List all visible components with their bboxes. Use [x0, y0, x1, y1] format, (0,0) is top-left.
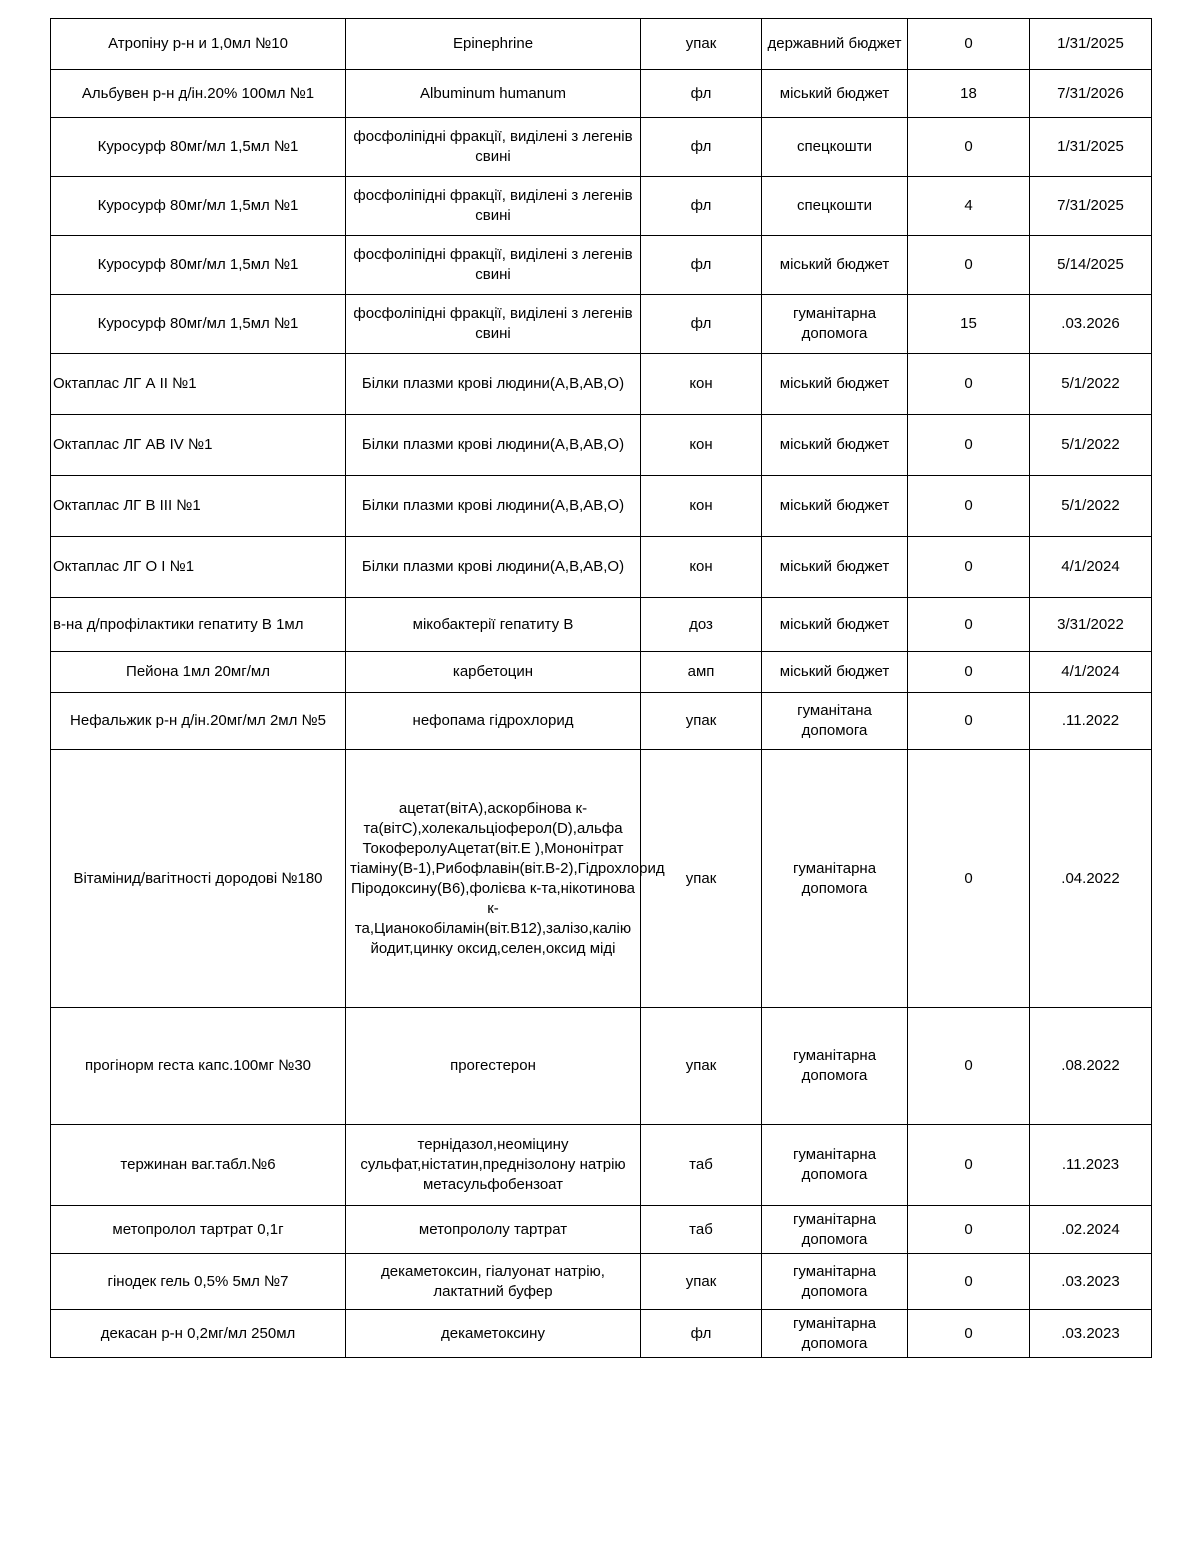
- expiry-date-cell: .03.2026: [1030, 295, 1152, 354]
- unit-cell: амп: [641, 652, 762, 693]
- funding-source-cell: міський бюджет: [762, 652, 908, 693]
- unit-cell: кон: [641, 476, 762, 537]
- quantity-cell: 0: [908, 118, 1030, 177]
- table-row: [51, 118, 1152, 177]
- expiry-date-cell: .02.2024: [1030, 1206, 1152, 1254]
- table-row: [51, 652, 1152, 693]
- unit-cell: упак: [641, 1008, 762, 1125]
- drug-name-cell: Атропіну р-н и 1,0мл №10: [51, 19, 346, 70]
- table-row: [51, 693, 1152, 750]
- unit-cell: фл: [641, 295, 762, 354]
- active-substance-cell: тернідазол,неоміцину сульфат,ністатин,преднізолону натрію метасульфобензоат: [346, 1125, 641, 1206]
- active-substance-cell: ацетат(вітА),аскорбінова к-та(вітС),холекальціоферол(D),альфа ТокоферолуАцетат(віт.Е ),Мононітрат тіаміну(В-1),Рибофлавін(віт.В-2),Гідрохлорид Піродоксину(В6),фолієва к-та,нікотинова к-та,Цианокобіламін(віт.В12),залізо,калію йодит,цинку оксид,селен,оксид міді: [346, 750, 641, 1008]
- unit-cell: упак: [641, 750, 762, 1008]
- expiry-date-cell: 4/1/2024: [1030, 652, 1152, 693]
- table-row: [51, 1310, 1152, 1358]
- active-substance-cell: декаметоксину: [346, 1310, 641, 1358]
- unit-cell: кон: [641, 354, 762, 415]
- active-substance-cell: нефопама гідрохлорид: [346, 693, 641, 750]
- expiry-date-cell: 4/1/2024: [1030, 537, 1152, 598]
- drug-name-cell: Нефальжик р-н д/ін.20мг/мл 2мл №5: [51, 693, 346, 750]
- drug-name-cell: Октаплас ЛГ В ІІІ №1: [51, 476, 346, 537]
- table-row: [51, 1254, 1152, 1310]
- active-substance-cell: декаметоксин, гіалуонат натрію, лактатний буфер: [346, 1254, 641, 1310]
- active-substance-cell: метопрололу тартрат: [346, 1206, 641, 1254]
- quantity-cell: 0: [908, 1206, 1030, 1254]
- expiry-date-cell: 5/1/2022: [1030, 354, 1152, 415]
- table-row: [51, 476, 1152, 537]
- expiry-date-cell: 5/1/2022: [1030, 415, 1152, 476]
- quantity-cell: 0: [908, 652, 1030, 693]
- quantity-cell: 0: [908, 1008, 1030, 1125]
- drug-name-cell: Куросурф 80мг/мл 1,5мл №1: [51, 177, 346, 236]
- funding-source-cell: державний бюджет: [762, 19, 908, 70]
- drug-name-cell: Куросурф 80мг/мл 1,5мл №1: [51, 236, 346, 295]
- drug-name-cell: Альбувен р-н д/ін.20% 100мл №1: [51, 70, 346, 118]
- active-substance-cell: прогестерон: [346, 1008, 641, 1125]
- table-row: [51, 1008, 1152, 1125]
- drug-name-cell: метопролол тартрат 0,1г: [51, 1206, 346, 1254]
- funding-source-cell: міський бюджет: [762, 476, 908, 537]
- expiry-date-cell: .04.2022: [1030, 750, 1152, 1008]
- quantity-cell: 0: [908, 415, 1030, 476]
- table-row: [51, 1206, 1152, 1254]
- funding-source-cell: міський бюджет: [762, 236, 908, 295]
- quantity-cell: 0: [908, 693, 1030, 750]
- quantity-cell: 0: [908, 1310, 1030, 1358]
- active-substance-cell: мікобактерії гепатиту В: [346, 598, 641, 652]
- table-row: [51, 295, 1152, 354]
- table-row: [51, 354, 1152, 415]
- active-substance-cell: фосфоліпідні фракції, виділені з легенів свині: [346, 118, 641, 177]
- table-row: [51, 537, 1152, 598]
- funding-source-cell: міський бюджет: [762, 70, 908, 118]
- unit-cell: фл: [641, 70, 762, 118]
- quantity-cell: 0: [908, 750, 1030, 1008]
- expiry-date-cell: 5/14/2025: [1030, 236, 1152, 295]
- drug-name-cell: декасан р-н 0,2мг/мл 250мл: [51, 1310, 346, 1358]
- quantity-cell: 0: [908, 354, 1030, 415]
- expiry-date-cell: 7/31/2026: [1030, 70, 1152, 118]
- unit-cell: фл: [641, 1310, 762, 1358]
- table-row: [51, 177, 1152, 236]
- table-row: [51, 236, 1152, 295]
- active-substance-cell: фосфоліпідні фракції, виділені з легенів свині: [346, 236, 641, 295]
- funding-source-cell: міський бюджет: [762, 415, 908, 476]
- active-substance-cell: фосфоліпідні фракції, виділені з легенів свині: [346, 177, 641, 236]
- unit-cell: фл: [641, 118, 762, 177]
- drug-name-cell: тержинан ваг.табл.№6: [51, 1125, 346, 1206]
- funding-source-cell: гуманітана допомога: [762, 693, 908, 750]
- unit-cell: таб: [641, 1125, 762, 1206]
- quantity-cell: 0: [908, 19, 1030, 70]
- drug-name-cell: Октаплас ЛГ А ІІ №1: [51, 354, 346, 415]
- expiry-date-cell: .11.2022: [1030, 693, 1152, 750]
- drug-name-cell: гінодек гель 0,5% 5мл №7: [51, 1254, 346, 1310]
- unit-cell: кон: [641, 415, 762, 476]
- unit-cell: упак: [641, 1254, 762, 1310]
- funding-source-cell: міський бюджет: [762, 537, 908, 598]
- unit-cell: упак: [641, 19, 762, 70]
- expiry-date-cell: .03.2023: [1030, 1254, 1152, 1310]
- table-row: [51, 750, 1152, 1008]
- table-row: [51, 598, 1152, 652]
- expiry-date-cell: 5/1/2022: [1030, 476, 1152, 537]
- active-substance-cell: Білки плазми крові людини(А,В,АВ,О): [346, 415, 641, 476]
- funding-source-cell: міський бюджет: [762, 354, 908, 415]
- drug-name-cell: Куросурф 80мг/мл 1,5мл №1: [51, 118, 346, 177]
- drug-name-cell: в-на д/профілактики гепатиту В 1мл: [51, 598, 346, 652]
- active-substance-cell: Epinephrine: [346, 19, 641, 70]
- quantity-cell: 15: [908, 295, 1030, 354]
- quantity-cell: 0: [908, 476, 1030, 537]
- active-substance-cell: Albuminum humanum: [346, 70, 641, 118]
- unit-cell: фл: [641, 177, 762, 236]
- inventory-table-body: [51, 19, 1152, 1358]
- drug-name-cell: прогінорм геста капс.100мг №30: [51, 1008, 346, 1125]
- active-substance-cell: Білки плазми крові людини(А,В,АВ,О): [346, 354, 641, 415]
- funding-source-cell: міський бюджет: [762, 598, 908, 652]
- funding-source-cell: гуманітарна допомога: [762, 1008, 908, 1125]
- drug-name-cell: Куросурф 80мг/мл 1,5мл №1: [51, 295, 346, 354]
- funding-source-cell: гуманітарна допомога: [762, 1310, 908, 1358]
- funding-source-cell: гуманітарна допомога: [762, 1206, 908, 1254]
- funding-source-cell: гуманітарна допомога: [762, 1254, 908, 1310]
- expiry-date-cell: .08.2022: [1030, 1008, 1152, 1125]
- active-substance-cell: карбетоцин: [346, 652, 641, 693]
- drug-name-cell: Октаплас ЛГ О І №1: [51, 537, 346, 598]
- unit-cell: кон: [641, 537, 762, 598]
- funding-source-cell: гуманітарна допомога: [762, 750, 908, 1008]
- active-substance-cell: Білки плазми крові людини(А,В,АВ,О): [346, 537, 641, 598]
- quantity-cell: 0: [908, 537, 1030, 598]
- funding-source-cell: спецкошти: [762, 177, 908, 236]
- quantity-cell: 0: [908, 236, 1030, 295]
- table-row: [51, 1125, 1152, 1206]
- funding-source-cell: спецкошти: [762, 118, 908, 177]
- drug-name-cell: Вітамінид/вагітності дородові №180: [51, 750, 346, 1008]
- funding-source-cell: гуманітарна допомога: [762, 295, 908, 354]
- unit-cell: таб: [641, 1206, 762, 1254]
- drug-name-cell: Пейона 1мл 20мг/мл: [51, 652, 346, 693]
- active-substance-cell: фосфоліпідні фракції, виділені з легенів свині: [346, 295, 641, 354]
- quantity-cell: 0: [908, 1125, 1030, 1206]
- table-row: [51, 70, 1152, 118]
- funding-source-cell: гуманітарна допомога: [762, 1125, 908, 1206]
- expiry-date-cell: 3/31/2022: [1030, 598, 1152, 652]
- expiry-date-cell: 1/31/2025: [1030, 19, 1152, 70]
- unit-cell: упак: [641, 693, 762, 750]
- inventory-table: [50, 18, 1152, 1358]
- quantity-cell: 0: [908, 1254, 1030, 1310]
- quantity-cell: 0: [908, 598, 1030, 652]
- quantity-cell: 18: [908, 70, 1030, 118]
- unit-cell: фл: [641, 236, 762, 295]
- quantity-cell: 4: [908, 177, 1030, 236]
- table-row: [51, 415, 1152, 476]
- table-row: [51, 19, 1152, 70]
- expiry-date-cell: .11.2023: [1030, 1125, 1152, 1206]
- expiry-date-cell: .03.2023: [1030, 1310, 1152, 1358]
- drug-name-cell: Октаплас ЛГ АВ IV №1: [51, 415, 346, 476]
- active-substance-cell: Білки плазми крові людини(А,В,АВ,О): [346, 476, 641, 537]
- unit-cell: доз: [641, 598, 762, 652]
- expiry-date-cell: 7/31/2025: [1030, 177, 1152, 236]
- expiry-date-cell: 1/31/2025: [1030, 118, 1152, 177]
